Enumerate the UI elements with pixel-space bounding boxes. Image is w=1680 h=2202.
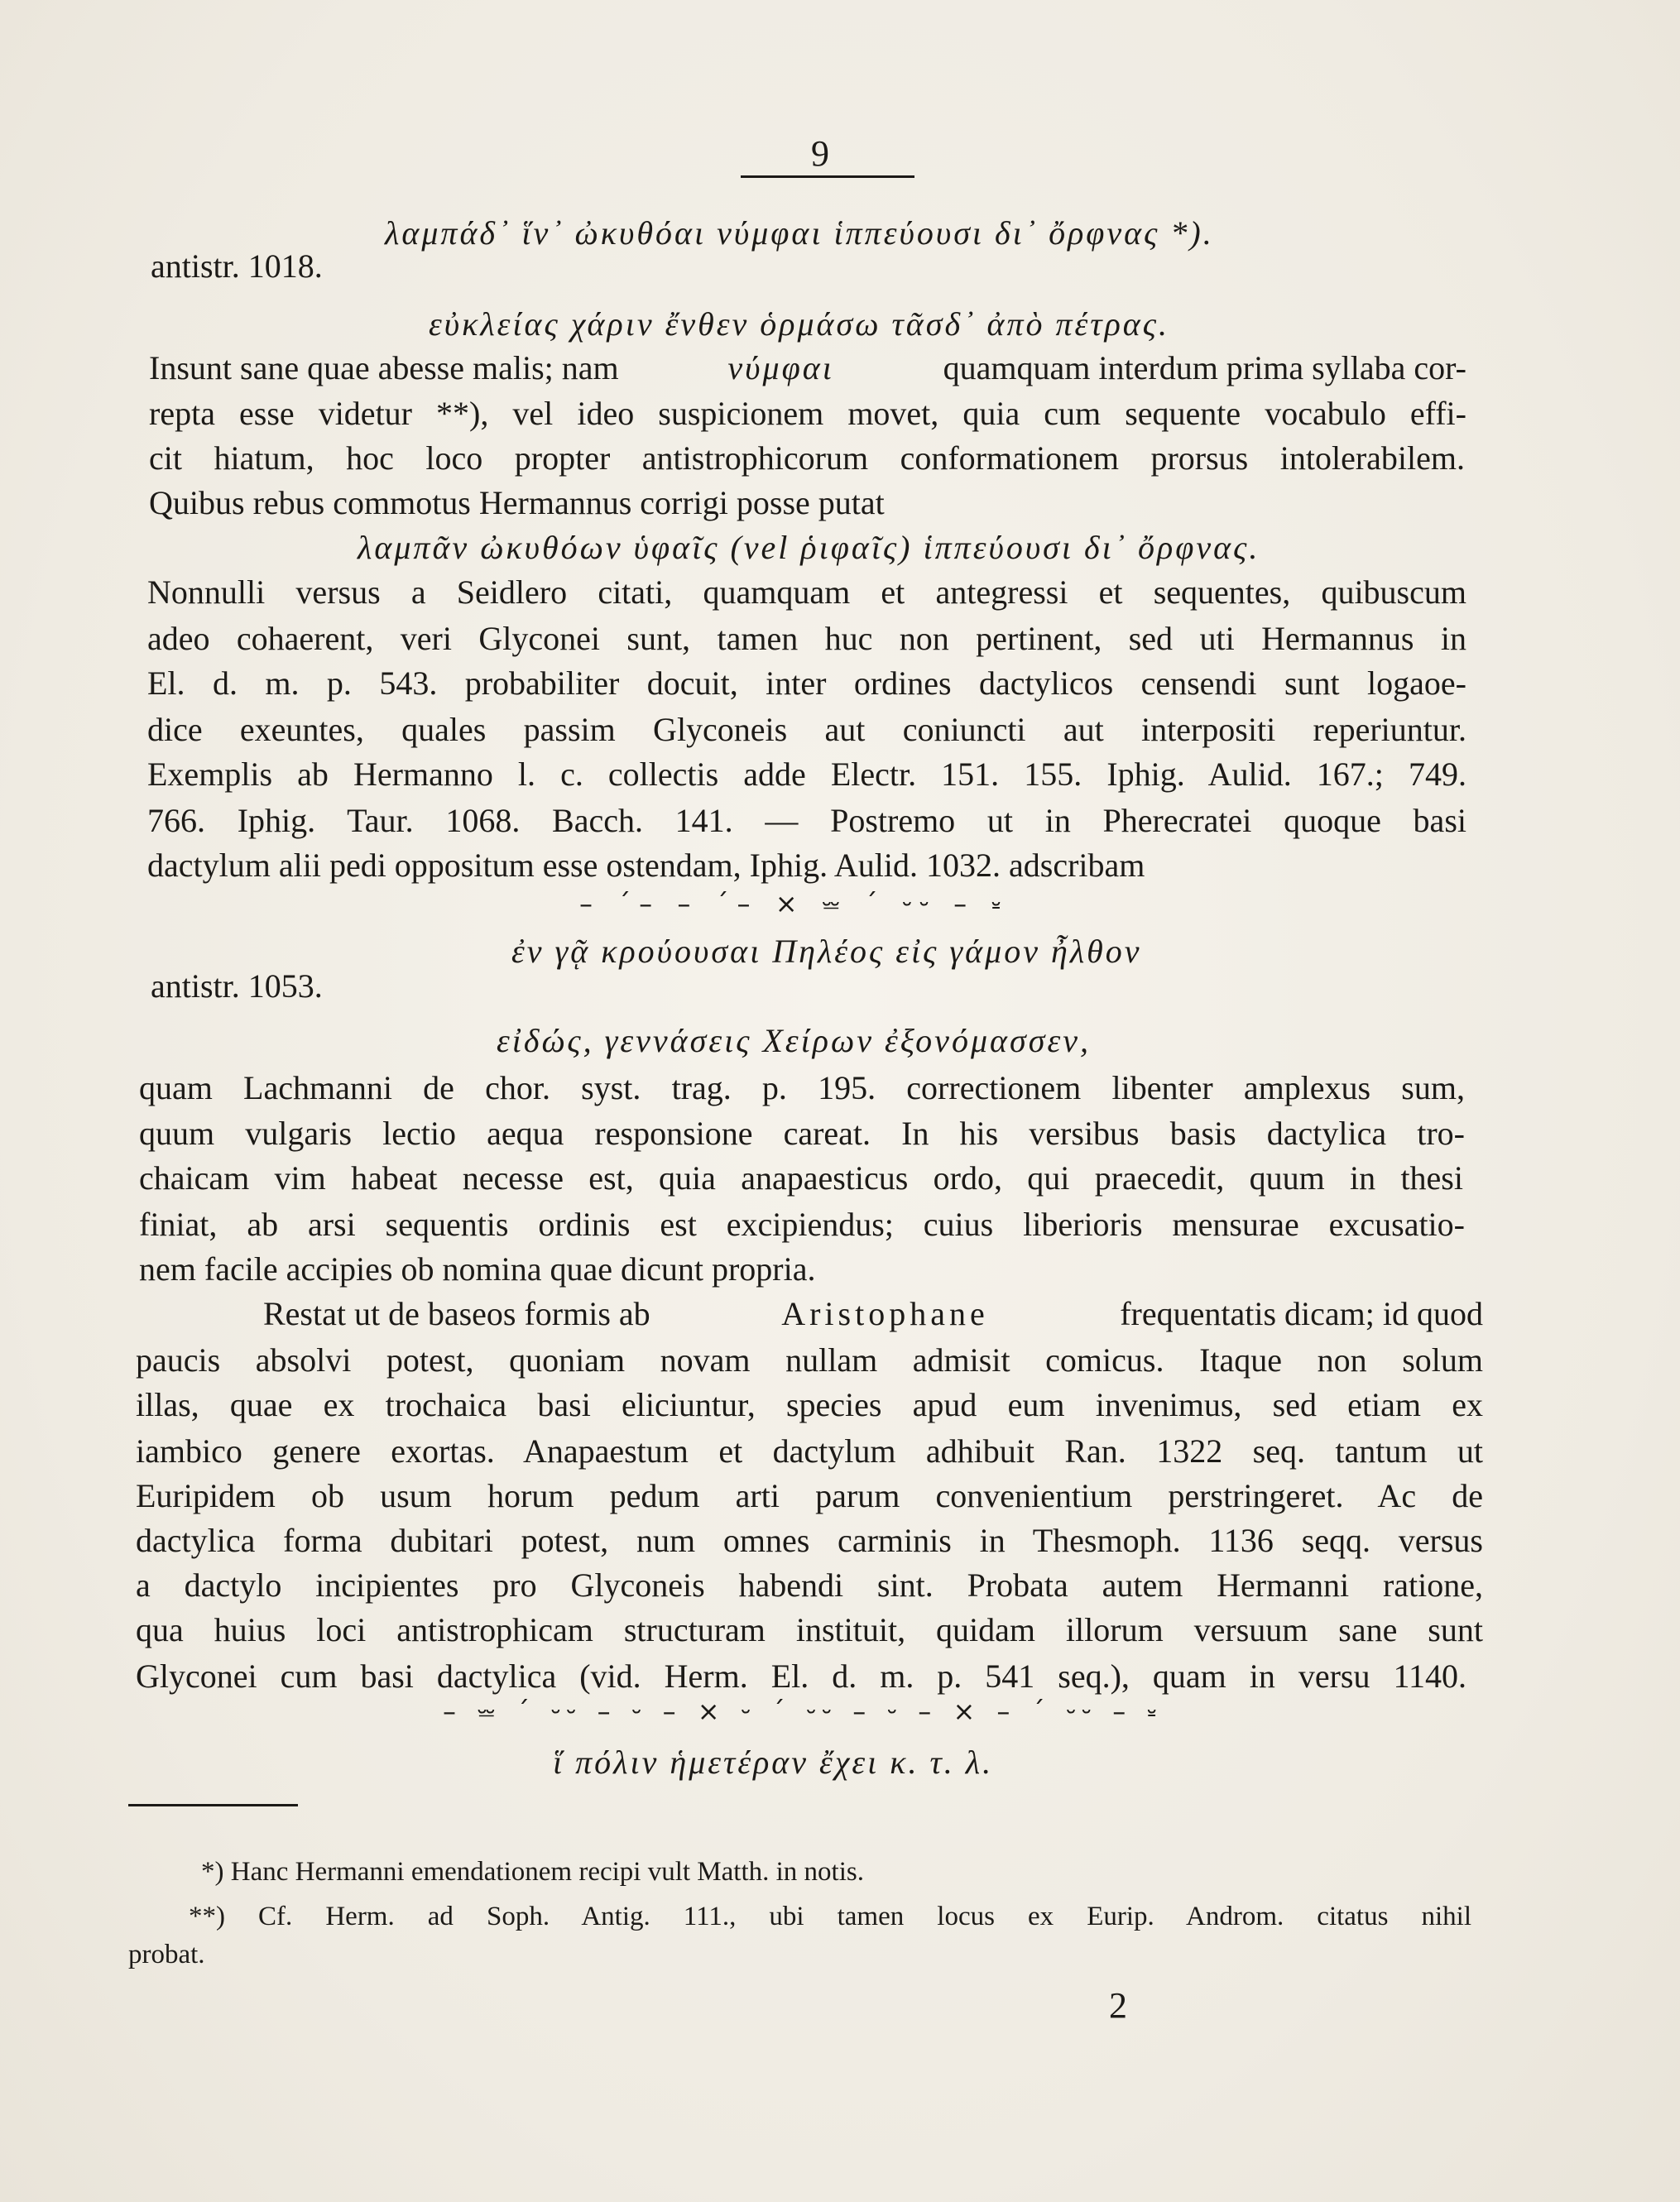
text-span: quamquam interdum prima syllaba cor-: [943, 349, 1466, 386]
text-line: paucis absolvi potest, quoniam novam nullam admisit comicus. Itaque non solum: [136, 1341, 1483, 1379]
text-line: finiat, ab arsi sequentis ordinis est excipiendus; cuius liberioris mensurae excusatio-: [139, 1206, 1465, 1243]
footnote-2: **) Cf. Herm. ad Soph. Antig. 111., ubi tamen locus ex Eurip. Androm. citatus nihil: [189, 1902, 1471, 1931]
text-line: dactylica forma dubitari potest, num omnes carminis in Thesmoph. 1136 seqq. versus: [136, 1522, 1483, 1559]
text-line: iambico genere exortas. Anapaestum et dactylum adhibuit Ran. 1322 seq. tantum ut: [136, 1432, 1483, 1470]
page-number: 9: [811, 133, 829, 174]
text-line: qua huius loci antistrophicam structuram instituit, quidam illorum versuum sane sunt: [136, 1611, 1483, 1648]
footnote-1: *) Hanc Hermanni emendationem recipi vult Matth. in notis.: [201, 1857, 864, 1887]
text-line: 766. Iphig. Taur. 1068. Bacch. 141. — Postremo ut in Pherecratei quoque basi: [147, 802, 1466, 839]
text-line: adeo cohaerent, veri Glyconei sunt, tamen huc non pertinent, sed uti Hermannus in: [147, 620, 1466, 657]
greek-verse-5: εἰδώς, γεννάσεις Χείρων ἐξονόμασσεν,: [497, 1022, 1091, 1059]
text-line: dice exeuntes, quales passim Glyconeis aut coniuncti aut interpositi reperiuntur.: [147, 711, 1466, 748]
text-line: nem facile accipies ob nomina quae dicunt propria.: [139, 1250, 816, 1288]
text-line: Euripidem ob usum horum pedum arti parum convenientium perstringeret. Ac de: [136, 1477, 1483, 1514]
text-line: cit hiatum, hoc loco propter antistrophicorum conformationem prorsus intolerabilem.: [149, 439, 1465, 477]
antistrophe-label-2: antistr. 1053.: [151, 967, 323, 1005]
footnote-2-continued: probat.: [128, 1940, 205, 1969]
text-line: [149, 349, 1466, 386]
signature-mark: 2: [1109, 1985, 1127, 2026]
text-line: quam Lachmanni de chor. syst. trag. p. 195. correctionem libenter amplexus sum,: [139, 1069, 1465, 1106]
antistrophe-label-1: antistr. 1018.: [151, 247, 323, 285]
text-line: [263, 1295, 1483, 1332]
greek-verse-4: ἐν γᾷ κρούουσαι Πηλέος εἰς γάμον ἦλθον: [511, 933, 1142, 970]
greek-verse-1: λαμπάδ᾽ ἵν᾽ ὠκυθόαι νύμφαι ἱππεύουσι δι᾽ ὄρφνας *).: [385, 214, 1214, 252]
text-line: dactylum alii pedi oppositum esse ostendam, Iphig. Aulid. 1032. adscribam: [147, 847, 1145, 884]
text-span: frequentatis dicam; id quod: [1120, 1295, 1483, 1332]
text-line: El. d. m. p. 543. probabiliter docuit, inter ordines dactylicos censendi sunt logaoe-: [147, 664, 1466, 702]
text-line: Quibus rebus commotus Hermannus corrigi posse putat: [149, 484, 885, 521]
text-line: Glyconei cum basi dactylica (vid. Herm. El. d. m. p. 541 seq.), quam in versu 1140.: [136, 1657, 1466, 1695]
text-span: Insunt sane quae abesse malis; nam: [149, 349, 619, 386]
text-line: quum vulgaris lectio aequa responsione careat. In his versibus basis dactylica tro-: [139, 1115, 1465, 1152]
text-line: a dactylo incipientes pro Glyconeis habendi sint. Probata autem Hermanni ratione,: [136, 1566, 1483, 1604]
metrical-scheme-2: – ⏕ ´ ⏑⏑ – ⏑ – × ⏑ ´ ⏑⏑ – ⏑ – × – ´ ⏑⏑ – ⏓: [443, 1696, 1164, 1727]
text-line: Nonnulli versus a Seidlero citati, quamquam et antegressi et sequentes, quibuscum: [147, 573, 1466, 611]
header-rule: [741, 175, 914, 178]
text-span: Restat ut de baseos formis ab: [263, 1295, 650, 1332]
text-line: illas, quae ex trochaica basi eliciuntur, species apud eum invenimus, sed etiam ex: [136, 1386, 1483, 1423]
text-line: chaicam vim habeat necesse est, quia anapaesticus ordo, qui praecedit, quum in thesi: [139, 1159, 1463, 1197]
text-line: repta esse videtur **), vel ideo suspicionem movet, quia cum sequente vocabulo effi-: [149, 395, 1466, 432]
text-line: Exemplis ab Hermanno l. c. collectis adde Electr. 151. 155. Iphig. Aulid. 167.; 749.: [147, 756, 1466, 793]
metrical-scheme-1: – ´– – ´– × ⏕ ´ ⏑⏑ – ⏓: [579, 888, 1009, 919]
spaced-name: Aristophane: [781, 1295, 989, 1332]
footnote-rule: [128, 1804, 298, 1806]
greek-verse-3: λαμπᾶν ὠκυθόων ὑφαῖς (vel ῥιφαῖς) ἱππεύουσι δι᾽ ὄρφνας.: [358, 529, 1260, 566]
greek-verse-6: ἵ πόλιν ἡμετέραν ἔχει κ. τ. λ.: [553, 1744, 994, 1781]
greek-word: νύμφαι: [727, 349, 834, 386]
greek-verse-2: εὐκλείας χάριν ἔνθεν ὁρμάσω τᾶσδ᾽ ἀπὸ πέτρας.: [429, 305, 1170, 343]
